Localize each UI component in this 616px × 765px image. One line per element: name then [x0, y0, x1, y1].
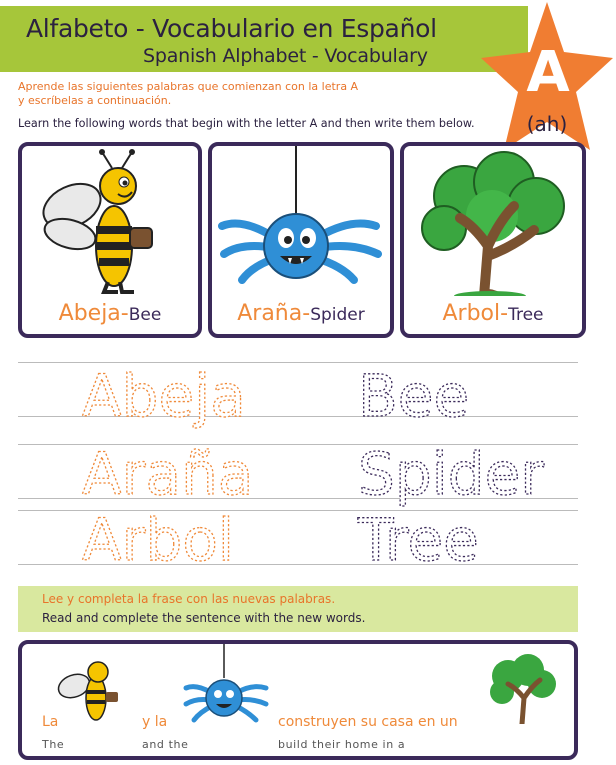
card-word-spanish: Araña — [237, 301, 303, 326]
bee-icon — [52, 654, 132, 724]
page-subtitle: Spanish Alphabet - Vocabulary — [143, 45, 428, 67]
sentence-part-es: y la — [142, 714, 168, 730]
instructions-es-line1: Aprende las siguientes palabras que comienzan con la letra A — [18, 80, 359, 93]
card-separator: - — [302, 301, 311, 326]
card-label — [404, 301, 582, 326]
card-separator: - — [120, 301, 129, 326]
trace-word-spanish[interactable]: Araña — [82, 440, 254, 508]
sentence-part-es: construyen su casa en un — [278, 714, 458, 730]
vocab-card-tree — [400, 142, 586, 338]
sentence-part-en: The — [42, 738, 65, 751]
spider-icon — [182, 644, 272, 726]
card-word-spanish: Arbol — [442, 301, 501, 326]
instructions-spanish — [18, 80, 418, 108]
page-title: Alfabeto - Vocabulario en Español — [26, 14, 437, 43]
instructions-es-line2: y escríbelas a continuación. — [18, 94, 172, 107]
trace-word-english[interactable]: Spider — [358, 440, 545, 508]
exercise-instruction-spanish: Lee y completa la frase con las nuevas palabras. — [42, 592, 336, 606]
trace-word-spanish[interactable]: Abeja — [82, 362, 246, 430]
card-word-english: Tree — [508, 305, 544, 325]
instructions-english: Learn the following words that begin with the letter A and then write them below. — [18, 117, 475, 130]
sentence-exercise-box — [18, 640, 578, 760]
card-word-spanish: Abeja — [58, 301, 121, 326]
spider-icon — [212, 146, 390, 296]
bee-icon — [22, 146, 198, 296]
card-label — [22, 301, 198, 326]
card-word-english: Spider — [310, 305, 365, 325]
card-separator: - — [500, 301, 509, 326]
tree-icon — [404, 146, 582, 296]
trace-word-english[interactable]: Tree — [358, 506, 479, 567]
card-label — [212, 301, 390, 326]
sentence-part-es: La — [42, 714, 59, 730]
sentence-part-en: build their home in a — [278, 738, 406, 751]
exercise-instruction-english: Read and complete the sentence with the new words. — [42, 611, 366, 625]
tree-icon — [482, 654, 562, 724]
trace-word-english[interactable]: Bee — [358, 362, 470, 430]
vocab-card-bee — [18, 142, 202, 338]
trace-word-spanish[interactable]: Arbol — [82, 506, 234, 567]
vocab-card-spider — [208, 142, 394, 338]
sentence-part-en: and the — [142, 738, 189, 751]
badge-pronunciation: (ah) — [526, 112, 568, 136]
exercise-instructions-bar — [18, 586, 578, 632]
tracing-words — [18, 352, 578, 567]
card-word-english: Bee — [128, 305, 162, 325]
tracing-area — [18, 352, 578, 567]
badge-letter: A — [526, 40, 568, 105]
